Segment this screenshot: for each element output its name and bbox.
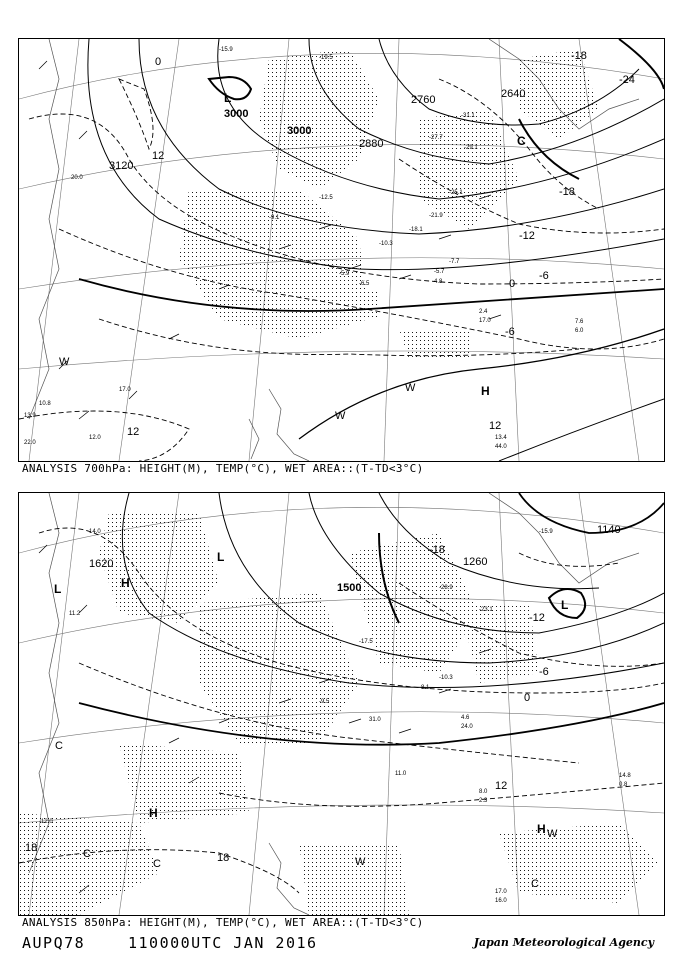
station-value: 13.9	[24, 413, 36, 419]
station-value: 0.8	[619, 782, 628, 788]
wet-areas	[19, 513, 659, 915]
station-value: 44.0	[495, 444, 507, 450]
station-value: 24.0	[461, 724, 473, 730]
temp-label: -18	[571, 50, 587, 62]
warm-center-marker: W	[59, 356, 70, 368]
station-value: 20.0	[71, 175, 83, 181]
station-value: -31.1	[461, 113, 475, 119]
height-label: 1620	[89, 558, 114, 570]
cold-center-marker: C	[517, 134, 526, 148]
temp-label: 12	[152, 150, 165, 162]
high-center-marker: H	[121, 576, 130, 590]
warm-center-marker: W	[547, 828, 558, 840]
station-value: -17.5	[359, 639, 373, 645]
low-center-marker: L	[224, 91, 232, 105]
height-label: 3120	[109, 160, 134, 172]
station-value: -27.7	[429, 135, 443, 141]
station-value: -9.1	[269, 215, 280, 221]
caption-850hpa: ANALYSIS 850hPa: HEIGHT(M), TEMP(°C), WET AREA::(T-TD<3°C)	[22, 916, 424, 929]
height-label: 1260	[463, 556, 488, 568]
station-value: 7.6	[575, 319, 584, 325]
high-center-marker: H	[481, 384, 490, 398]
height-label: 2880	[359, 138, 384, 150]
station-value: 13.4	[495, 435, 507, 441]
station-value: 8.0	[479, 789, 488, 795]
station-value: 4.8	[434, 279, 443, 285]
high-center-marker: H	[149, 806, 158, 820]
low-center-marker: L	[217, 550, 225, 564]
station-value: -10.3	[379, 241, 393, 247]
station-value: 17.0	[495, 889, 507, 895]
temp-label: -6	[539, 270, 549, 282]
height-label: 2640	[501, 88, 526, 100]
chart-850hpa	[18, 492, 665, 916]
station-value: 14.0	[89, 529, 101, 535]
temp-label: -18	[429, 544, 445, 556]
temp-label: -6	[539, 666, 549, 678]
station-value: 4.6	[461, 715, 470, 721]
station-value: -8.1	[419, 685, 430, 691]
temp-label: 12	[489, 420, 502, 432]
station-value: 10.8	[39, 401, 51, 407]
station-value: -15.9	[219, 47, 233, 53]
station-value: 12.0	[89, 435, 101, 441]
station-value: -9.5	[319, 699, 330, 705]
station-value: 11.0	[395, 771, 407, 777]
station-value: -5.9	[339, 271, 350, 277]
station-value: -7.7	[449, 259, 460, 265]
high-center-marker: H	[537, 822, 546, 836]
temp-label: 12	[495, 780, 508, 792]
station-value: -21.9	[429, 213, 443, 219]
station-value: 17.0	[479, 318, 491, 324]
station-value: -19.5	[319, 55, 333, 61]
station-value: -28.9	[439, 585, 453, 591]
agency-name: Japan Meteorological Agency	[473, 936, 654, 949]
warm-center-marker: W	[355, 856, 366, 868]
height-label: 2760	[411, 94, 436, 106]
station-value: 11.2	[69, 611, 81, 617]
station-value: -18.1	[409, 227, 423, 233]
temp-label: -12	[519, 230, 535, 242]
station-value: 31.0	[369, 717, 381, 723]
map-850hpa	[19, 493, 664, 915]
temp-label: -18	[559, 186, 575, 198]
temp-label: -12	[529, 612, 545, 624]
station-value: -10.3	[439, 675, 453, 681]
cold-center-marker: C	[153, 858, 161, 870]
station-value: 22.0	[24, 440, 36, 446]
temp-label: 12	[127, 426, 140, 438]
station-value: -5.7	[434, 269, 445, 275]
station-value: 6.0	[575, 328, 584, 334]
temp-label: -24	[619, 74, 635, 86]
station-value: 2.3	[479, 798, 488, 804]
station-value: -12.0	[39, 819, 53, 825]
station-value: -25.1	[449, 190, 463, 196]
temp-label: 0	[509, 278, 516, 290]
station-value: 2.4	[479, 309, 488, 315]
warm-center-marker: W	[335, 410, 346, 422]
product-id: AUPQ78	[22, 934, 86, 952]
cold-center-marker: C	[83, 848, 91, 860]
station-value: 16.0	[495, 898, 507, 904]
cold-center-marker: C	[531, 878, 539, 890]
height-label: 3000	[287, 125, 312, 137]
station-value: -6.5	[359, 281, 370, 287]
station-value: -23.1	[479, 607, 493, 613]
station-value: 17.0	[119, 387, 131, 393]
low-center-marker: L	[54, 582, 62, 596]
valid-time: 110000UTC JAN 2016	[128, 934, 318, 952]
temp-label: 0	[155, 56, 162, 68]
height-label: 1140	[597, 524, 621, 536]
station-value: -12.5	[319, 195, 333, 201]
caption-700hpa: ANALYSIS 700hPa: HEIGHT(M), TEMP(°C), WET AREA::(T-TD<3°C)	[22, 462, 424, 475]
height-label: 3000	[224, 108, 249, 120]
height-label: 1500	[337, 582, 362, 594]
station-value: -29.1	[464, 145, 478, 151]
temp-label: 18	[25, 842, 38, 854]
station-value: 14.8	[619, 773, 631, 779]
warm-center-marker: W	[405, 382, 416, 394]
temp-label: 18	[217, 852, 230, 864]
station-value: -15.9	[539, 529, 553, 535]
temp-label: 0	[524, 692, 531, 704]
low-center-marker: L	[561, 598, 569, 612]
cold-center-marker: C	[55, 740, 63, 752]
temp-label: -6	[505, 326, 515, 338]
map-700hpa	[19, 39, 664, 461]
chart-700hpa	[18, 38, 665, 462]
